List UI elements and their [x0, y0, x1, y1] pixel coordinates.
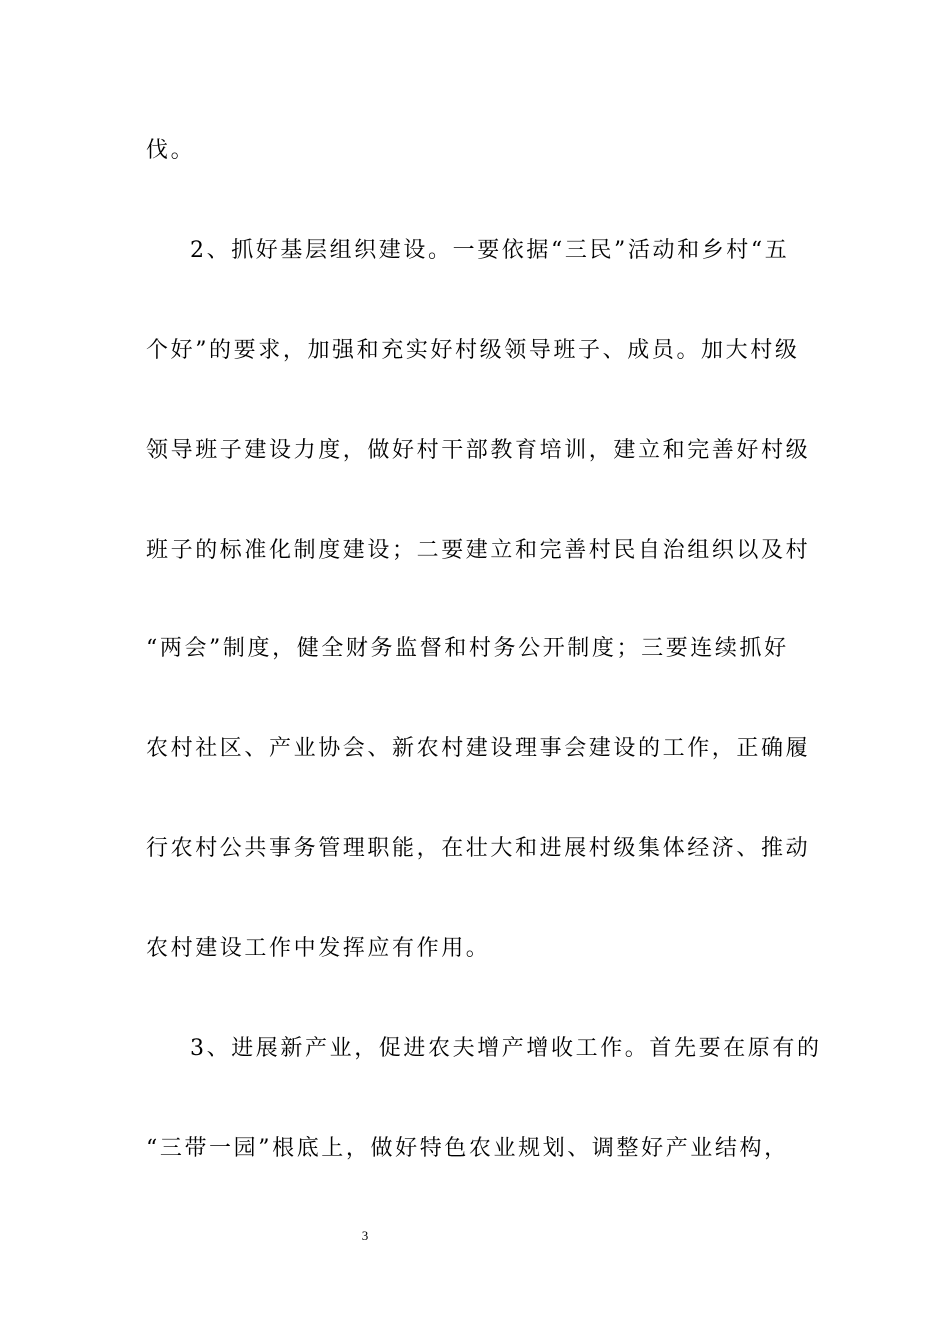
text-line: 农村建设工作中发挥应有作用。 [146, 936, 491, 961]
text-line: 班子的标准化制度建设；二要建立和完善村民自治组织以及村 [146, 538, 811, 563]
text-line: 农村社区、产业协会、新农村建设理事会建设的工作，正确履 [146, 736, 811, 761]
page-number: 3 [361, 1228, 369, 1243]
text-line: 领导班子建设力度，做好村干部教育培训，建立和完善好村级 [146, 438, 811, 463]
text-line: 个好”的要求，加强和充实好村级领导班子、成员。加大村级 [146, 338, 800, 363]
paragraph-heading-line: 3、进展新产业，促进农夫增产增收工作。首先要在原有的 [190, 1036, 822, 1061]
text-line: 伐。 [146, 138, 196, 163]
paragraph-heading-line: 2、抓好基层组织建设。一要依据“三民”活动和乡村“五 [190, 238, 790, 263]
text-line: “两会”制度，健全财务监督和村务公开制度；三要连续抓好 [146, 636, 789, 661]
text-line: “三带一园”根底上，做好特色农业规划、调整好产业结构， [146, 1136, 789, 1161]
text-line: 行农村公共事务管理职能，在壮大和进展村级集体经济、推动 [146, 836, 811, 861]
